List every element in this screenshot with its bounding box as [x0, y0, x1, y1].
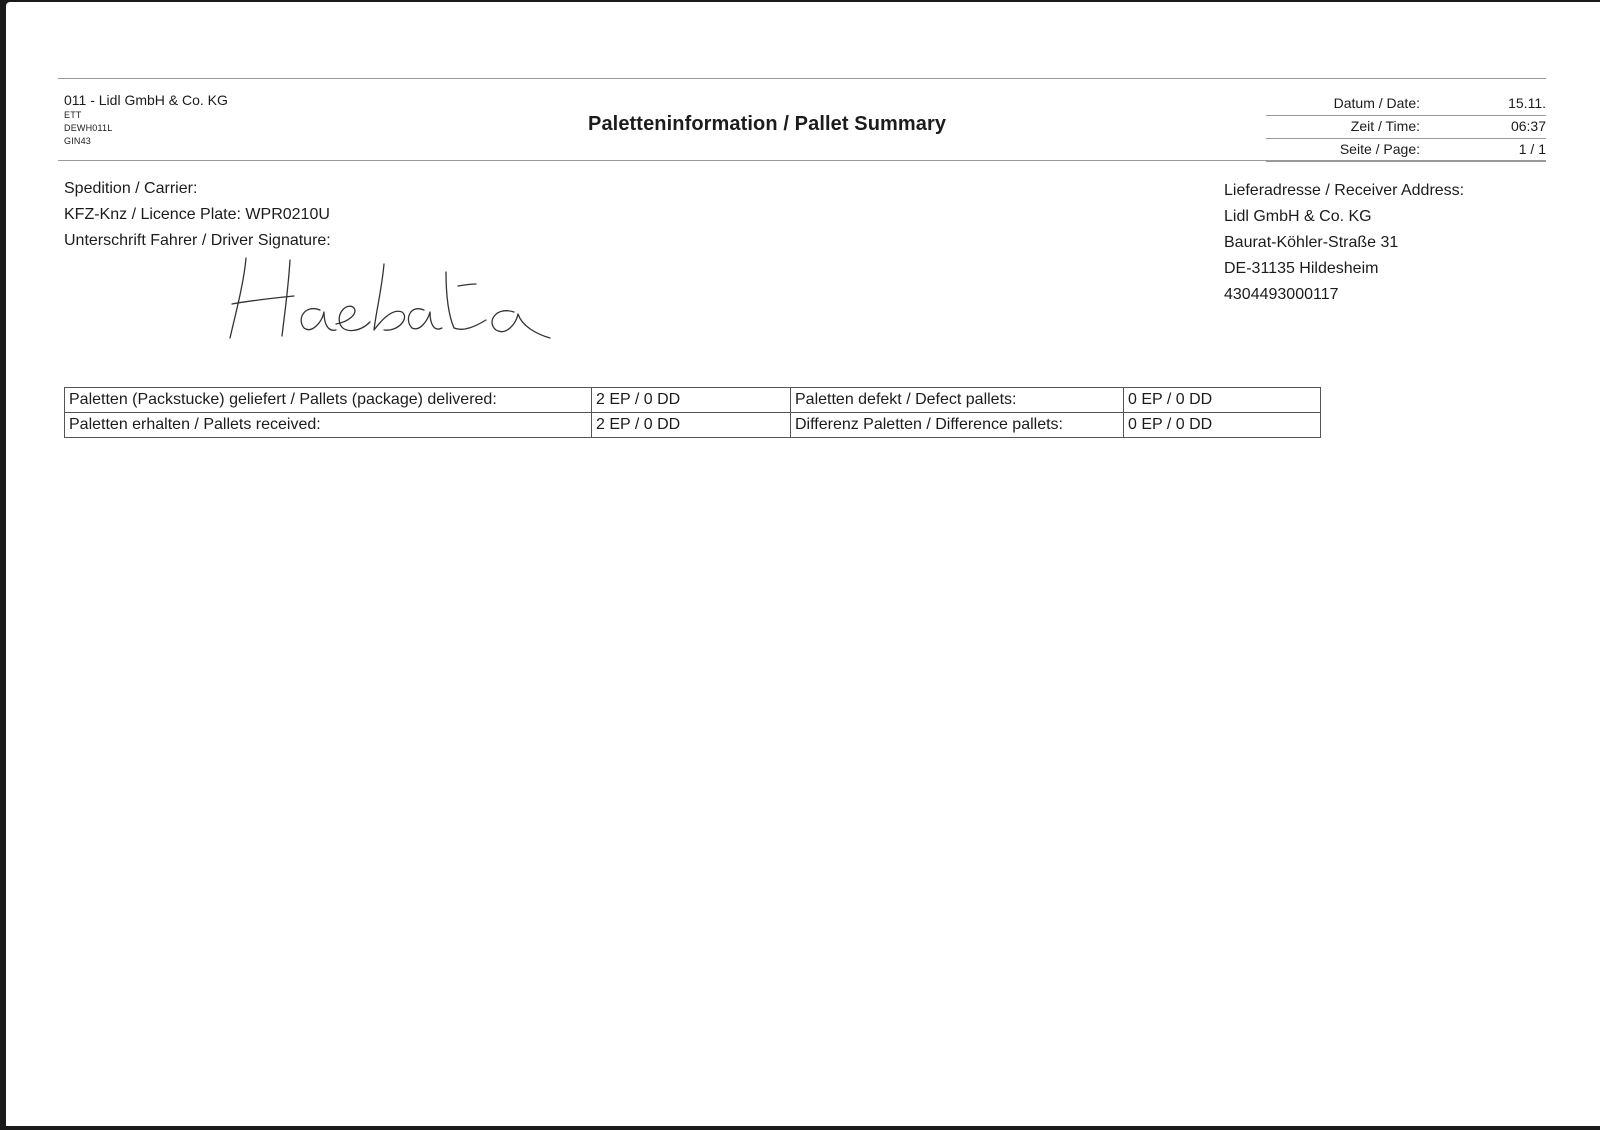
header-bottom-rule — [58, 160, 1546, 161]
receiver-label: Lieferadresse / Receiver Address: — [1224, 182, 1465, 199]
receiver-gln: 4304493000117 — [1224, 286, 1339, 303]
page-value: 1 / 1 — [1518, 141, 1546, 157]
warehouse-code: DEWH011L — [64, 123, 113, 133]
driver-signature-image — [224, 252, 564, 352]
table-row — [65, 413, 1321, 438]
licence-plate-line — [64, 202, 331, 228]
header-top-rule — [58, 78, 1546, 79]
doc-code: ETT — [64, 110, 82, 120]
delivered-value: 2 EP / 0 DD — [592, 388, 791, 413]
date-value: 15.11. — [1508, 95, 1546, 111]
receiver-address-block — [1224, 178, 1464, 308]
receiver-name: Lidl GmbH & Co. KG — [1224, 208, 1372, 225]
page-label: Seite / Page: — [1339, 141, 1420, 157]
carrier-block — [64, 176, 331, 254]
date-label: Datum / Date: — [1333, 95, 1420, 111]
difference-label: Differenz Paletten / Difference pallets: — [791, 413, 1124, 438]
page-row — [1266, 139, 1546, 162]
difference-value: 0 EP / 0 DD — [1124, 413, 1321, 438]
received-label: Paletten erhalten / Pallets received: — [65, 413, 592, 438]
gate-code: GIN43 — [64, 136, 92, 146]
date-row — [1266, 93, 1546, 116]
document-title: Paletteninformation / Pallet Summary — [588, 113, 947, 135]
header-left-block — [64, 91, 228, 148]
pallet-summary-table — [64, 387, 1321, 438]
carrier-label: Spedition / Carrier: — [64, 180, 198, 197]
licence-plate-value: WPR0210U — [245, 206, 330, 223]
driver-signature-label: Unterschrift Fahrer / Driver Signature: — [64, 232, 331, 249]
header-meta-block — [1266, 93, 1546, 162]
delivered-label: Paletten (Packstucke) geliefert / Pallets (package) delivered: — [65, 388, 592, 413]
time-row — [1266, 116, 1546, 139]
defect-value: 0 EP / 0 DD — [1124, 388, 1321, 413]
receiver-street: Baurat-Köhler-Straße 31 — [1224, 234, 1399, 251]
defect-label: Paletten defekt / Defect pallets: — [791, 388, 1124, 413]
document-page — [6, 2, 1600, 1126]
table-row — [65, 388, 1321, 413]
company-name: 011 - Lidl GmbH & Co. KG — [64, 92, 228, 108]
time-label: Zeit / Time: — [1350, 118, 1420, 134]
licence-plate-label: KFZ-Knz / Licence Plate: — [64, 206, 241, 223]
receiver-city: DE-31135 Hildesheim — [1224, 260, 1379, 277]
received-value: 2 EP / 0 DD — [592, 413, 791, 438]
time-value: 06:37 — [1510, 118, 1546, 134]
